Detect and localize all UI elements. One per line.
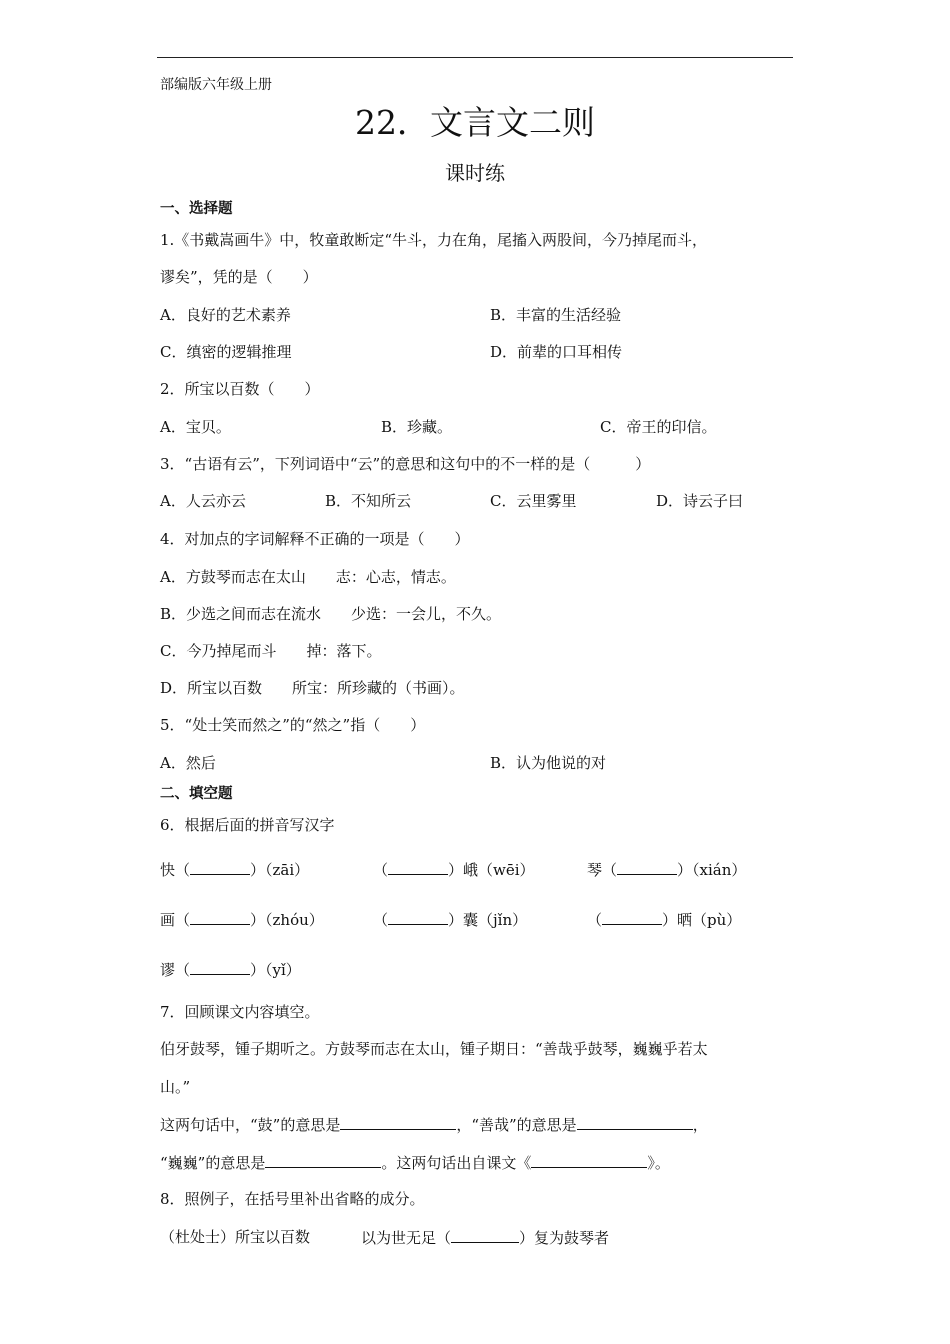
q6-item-zai (160, 859, 309, 880)
q4-option-c[interactable]: C．今乃掉尾而斗 掉：落下。 (160, 642, 382, 660)
answer-blank[interactable] (602, 909, 662, 925)
q7-fill-line2 (160, 1152, 670, 1173)
q7-fill-text: “巍巍”的意思是 (160, 1154, 266, 1172)
answer-blank[interactable] (388, 859, 448, 875)
answer-blank[interactable] (617, 859, 677, 875)
q2-stem: 2．所宝以百数（ ） (160, 380, 320, 398)
q6-item-yi (160, 959, 301, 980)
q3-stem: 3．“古语有云”，下列词语中“云”的意思和这句中的不一样的是（ ） (160, 455, 651, 473)
q6-item-prefix: （ (587, 911, 603, 929)
q6-item-suffix: ）（yǐ） (250, 961, 301, 979)
q7-fill-text: 》。 (647, 1154, 670, 1172)
answer-blank-weiwei[interactable] (265, 1152, 381, 1168)
q1-stem-line2: 谬矣”，凭的是（ ） (160, 268, 318, 286)
q8-stem: 8．照例子，在括号里补出省略的成分。 (160, 1190, 425, 1208)
q1-option-d[interactable]: D．前辈的口耳相传 (490, 343, 623, 361)
q7-stem: 7．回顾课文内容填空。 (160, 1003, 320, 1021)
q2-option-a[interactable]: A．宝贝。 (160, 418, 231, 436)
q6-item-prefix: （ (373, 911, 389, 929)
q8-item-prefix: 以为世无足（ (361, 1229, 452, 1247)
q4-option-a[interactable]: A．方鼓琴而志在太山 志：心志，情志。 (160, 568, 456, 586)
q2-option-b[interactable]: B．珍藏。 (381, 418, 453, 436)
q7-text-line2: 山。” (160, 1078, 191, 1096)
answer-blank-gu[interactable] (340, 1114, 456, 1130)
answer-blank[interactable] (190, 909, 250, 925)
q6-item-jin (373, 909, 527, 930)
q8-item (361, 1227, 609, 1248)
q3-option-a[interactable]: A．人云亦云 (160, 492, 246, 510)
q3-option-b[interactable]: B．不知所云 (325, 492, 412, 510)
q6-item-suffix: ）（zāi） (250, 861, 310, 879)
q6-item-suffix: ）囊（jǐn） (448, 911, 528, 929)
q1-option-b[interactable]: B．丰富的生活经验 (490, 306, 622, 324)
answer-blank[interactable] (190, 959, 250, 975)
q7-text-line1: 伯牙鼓琴，锺子期听之。方鼓琴而志在太山，锺子期日：“善哉乎鼓琴，巍巍乎若太 (160, 1040, 708, 1058)
q4-stem: 4．对加点的字词解释不正确的一项是（ ） (160, 530, 470, 548)
q6-item-suffix: ）晒（pù） (662, 911, 742, 929)
q2-option-c[interactable]: C．帝王的印信。 (600, 418, 717, 436)
page-title: 22．文言文二则 (355, 103, 595, 142)
q4-option-b[interactable]: B．少选之间而志在流水 少选：一会儿，不久。 (160, 605, 502, 623)
q7-fill-line1 (160, 1114, 708, 1135)
q7-fill-text: ，“善哉”的意思是 (456, 1116, 577, 1134)
answer-blank[interactable] (190, 859, 250, 875)
q5-option-b[interactable]: B．认为他说的对 (490, 754, 607, 772)
q6-item-zhou (160, 909, 324, 930)
q6-item-xian (587, 859, 746, 880)
answer-blank-lesson-title[interactable] (531, 1152, 647, 1168)
q6-item-suffix: ）（zhóu） (250, 911, 324, 929)
q5-option-a[interactable]: A．然后 (160, 754, 216, 772)
q4-option-d[interactable]: D．所宝以百数 所宝：所珍藏的（书画）。 (160, 679, 465, 697)
q7-fill-text: ， (692, 1116, 708, 1134)
q3-option-d[interactable]: D．诗云子曰 (656, 492, 744, 510)
q6-item-prefix: 快（ (160, 861, 191, 879)
q1-option-a[interactable]: A．良好的艺术素养 (160, 306, 291, 324)
q1-stem-line1: 1.《书戴嵩画牛》中，牧童敢断定“牛斗，力在角，尾搐入两股间，今乃掉尾而斗， (160, 231, 707, 249)
q6-stem: 6．根据后面的拼音写汉字 (160, 816, 335, 834)
q6-item-suffix: ）峨（wēi） (448, 861, 535, 879)
q1-option-c[interactable]: C．缜密的逻辑推理 (160, 343, 292, 361)
q6-item-prefix: 琴（ (587, 861, 618, 879)
answer-blank[interactable] (388, 909, 448, 925)
q6-item-pu (587, 909, 741, 930)
section-fill-heading: 二、填空题 (160, 786, 233, 802)
q6-item-suffix: ）（xián） (677, 861, 747, 879)
q6-item-wei (373, 859, 535, 880)
q7-fill-text: 这两句话中，“鼓”的意思是 (160, 1116, 341, 1134)
answer-blank[interactable] (451, 1227, 519, 1243)
q8-example: （杜处士）所宝以百数 (160, 1228, 311, 1246)
header-rule (157, 57, 793, 58)
q8-item-suffix: ）复为鼓琴者 (519, 1229, 610, 1247)
grade-header: 部编版六年级上册 (160, 77, 272, 93)
q6-item-prefix: （ (373, 861, 389, 879)
q7-fill-text: 。这两句话出自课文《 (381, 1154, 532, 1172)
q3-option-c[interactable]: C．云里雾里 (490, 492, 577, 510)
q5-stem: 5．“处士笑而然之”的“然之”指（ ） (160, 716, 426, 734)
section-choice-heading: 一、选择题 (160, 201, 233, 217)
answer-blank-shanzai[interactable] (577, 1114, 693, 1130)
q6-item-prefix: 画（ (160, 911, 191, 929)
q6-item-prefix: 谬（ (160, 961, 191, 979)
page-subtitle: 课时练 (445, 161, 505, 185)
